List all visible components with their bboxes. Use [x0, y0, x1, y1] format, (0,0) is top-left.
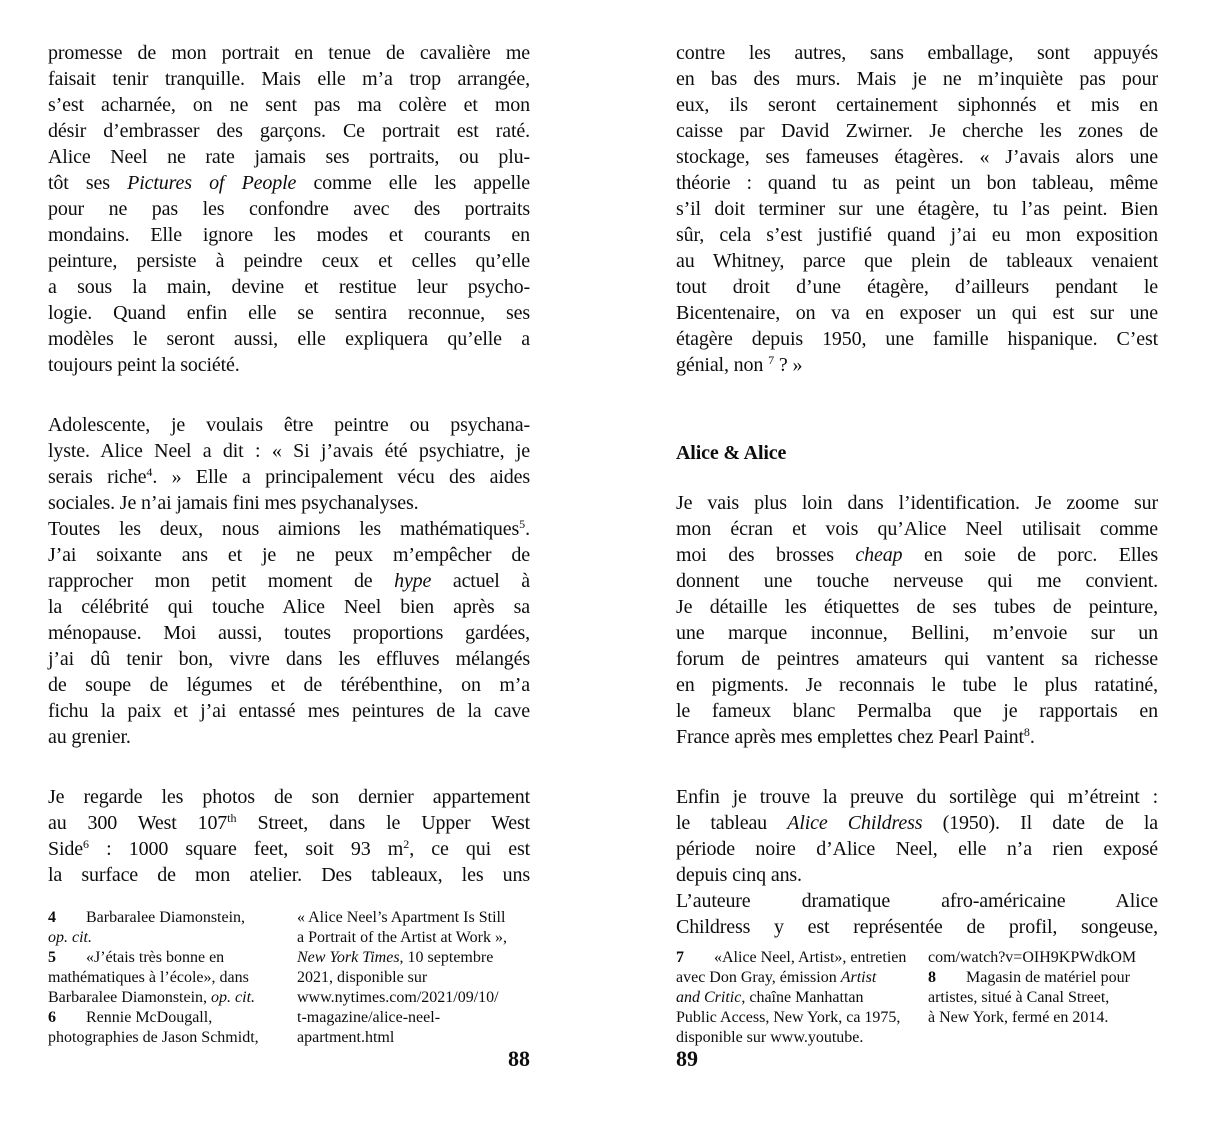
text-line [676, 326, 1158, 352]
text-segment: Pictures of People [127, 172, 297, 194]
text-segment: Adolescente, je voulais être peintre ou psychana- [48, 414, 530, 436]
text-segment: période noire d’Alice Neel, elle n’a rien exposé [676, 838, 1158, 860]
text-line [676, 352, 1158, 378]
text-segment: Toutes les deux, nous aimions les mathématiques [48, 518, 520, 540]
footnote-reference: 4 [146, 465, 153, 479]
text-segment: cheap [855, 544, 903, 566]
text-segment: toujours peint la société. [48, 354, 240, 376]
text-segment: Magasin de matériel pour [966, 969, 1130, 986]
text-segment: promesse de mon portrait en tenue de cavalière me [48, 42, 530, 64]
footnote-line [297, 928, 545, 948]
footnote-number: 5 [48, 949, 56, 966]
text-segment: logie. Quand enfin elle se sentira reconnue, ses [48, 302, 530, 324]
text-segment: en soie de porc. Elles [902, 544, 1158, 566]
paragraph [676, 490, 1158, 750]
text-line [676, 170, 1158, 196]
text-line [676, 222, 1158, 248]
text-segment: mathématiques à l’école», dans [48, 969, 249, 986]
text-line [48, 698, 530, 724]
text-segment: Artist [840, 969, 877, 986]
footnote-line [48, 928, 296, 948]
footnote-line [928, 988, 1176, 1008]
text-line [676, 724, 1158, 750]
text-segment: peinture, persiste à peindre ceux et celles qu’elle [48, 250, 530, 272]
text-segment: Street, dans le Upper West [236, 812, 530, 834]
text-segment: Public Access, New York, ca 1975, [676, 1009, 901, 1026]
text-segment: Side [48, 838, 83, 860]
text-line [48, 516, 530, 542]
text-line [48, 724, 530, 750]
text-line [48, 568, 530, 594]
footnote-line [928, 948, 1176, 968]
text-segment: au Whitney, parce que plein de tableaux venaient [676, 250, 1158, 272]
footnote-reference: 7 [768, 353, 775, 367]
text-segment: Barbaralee Diamonstein, [86, 909, 246, 926]
text-line [676, 66, 1158, 92]
text-segment: faisait tenir tranquille. Mais elle m’a trop arrangée, [48, 68, 530, 90]
footnote-line [48, 908, 296, 928]
text-line [48, 326, 530, 352]
text-line [48, 464, 530, 490]
text-segment: à New York, fermé en 2014. [928, 1009, 1109, 1026]
text-segment: fichu la paix et j’ai entassé mes peintures de la cave [48, 700, 530, 722]
text-segment: : 1000 square feet, soit 93 m [88, 838, 404, 860]
text-segment: contre les autres, sans emballage, sont appuyés [676, 42, 1158, 64]
text-line [676, 620, 1158, 646]
text-segment: au 300 West 107 [48, 812, 228, 834]
text-line [48, 784, 530, 810]
text-line [48, 594, 530, 620]
text-segment: modèles le seront aussi, elle expliquera qu’elle a [48, 328, 530, 350]
text-segment: , 10 septembre [399, 949, 494, 966]
footnotes-right-col1 [676, 948, 924, 1048]
text-segment: donnent une touche nerveuse qui me convient. [676, 570, 1158, 592]
text-segment: J’ai soixante ans et je ne peux m’empêcher de [48, 544, 530, 566]
text-line [676, 118, 1158, 144]
text-segment: le tableau [676, 812, 788, 834]
text-segment: 2021, disponible sur [297, 969, 428, 986]
section-heading [676, 440, 1158, 466]
text-segment: Enfin je trouve la preuve du sortilège qui m’étreint : [676, 786, 1158, 808]
text-line [676, 810, 1158, 836]
paragraph [48, 40, 530, 378]
footnote-line [676, 988, 924, 1008]
text-line [48, 810, 530, 836]
footnote-line [297, 908, 545, 928]
text-line [676, 248, 1158, 274]
text-line [676, 888, 1158, 914]
text-segment: (1950). Il date de la [922, 812, 1159, 834]
text-segment: comme elle les appelle [296, 172, 531, 194]
footnotes-left-col1 [48, 908, 296, 1048]
text-line [48, 620, 530, 646]
text-line [676, 836, 1158, 862]
text-segment: «J’étais très bonne en [86, 949, 225, 966]
text-segment: depuis cinq ans. [676, 864, 802, 886]
footnote-reference: 8 [1023, 725, 1030, 739]
page-left-text [48, 40, 530, 888]
footnote-reference: 5 [519, 517, 526, 531]
text-line [676, 92, 1158, 118]
text-segment: mondains. Elle ignore les modes et courants en [48, 224, 530, 246]
text-segment: serais riche [48, 466, 147, 488]
text-segment: disponible sur www.youtube. [676, 1029, 864, 1046]
text-segment: rapprocher mon petit moment de [48, 570, 395, 592]
text-segment: génial, non [676, 354, 769, 376]
text-segment: L’auteure dramatique afro-américaine Alice [676, 890, 1158, 912]
text-line [676, 568, 1158, 594]
text-line [48, 542, 530, 568]
footnote-line [297, 1008, 545, 1028]
footnote-line [297, 948, 545, 968]
text-segment: stockage, ses fameuses étagères. « J’avais alors une [676, 146, 1158, 168]
paragraph-gap [48, 750, 530, 784]
page-right-text [676, 40, 1158, 940]
text-segment: en pigments. Je reconnais le tube le plus ratatiné, [676, 674, 1158, 696]
footnote-line [48, 1028, 296, 1048]
text-segment: eux, ils seront certainement siphonnés et mis en [676, 94, 1158, 116]
text-segment: , ce qui est [409, 838, 530, 860]
text-line [48, 222, 530, 248]
paragraph-gap [676, 378, 1158, 440]
text-segment: Childress y est représentée de profil, songeuse, [676, 916, 1158, 938]
text-line [48, 248, 530, 274]
text-line [676, 440, 1158, 466]
text-segment: en bas des murs. Mais je ne m’inquiète pas pour [676, 68, 1158, 90]
text-line [676, 274, 1158, 300]
text-segment: ? » [774, 354, 803, 376]
text-segment: Je regarde les photos de son dernier appartement [48, 786, 530, 808]
text-segment: . [525, 518, 530, 540]
text-line [676, 40, 1158, 66]
paragraph-gap [48, 378, 530, 412]
footnote-line [48, 1008, 296, 1028]
footnotes-right-col2 [928, 948, 1176, 1028]
text-segment: apartment.html [297, 1029, 395, 1046]
paragraph [48, 784, 530, 888]
text-segment: moi des brosses [676, 544, 856, 566]
text-segment: pour ne pas les confondre avec des portraits [48, 198, 530, 220]
text-line [48, 92, 530, 118]
footnote-line [928, 1008, 1176, 1028]
footnote-line [48, 968, 296, 988]
footnote-line [48, 988, 296, 1008]
paragraph [676, 40, 1158, 378]
text-line [676, 196, 1158, 222]
footnote-line [48, 948, 296, 968]
text-line [676, 144, 1158, 170]
text-segment: France après mes emplettes chez Pearl Paint [676, 726, 1024, 748]
paragraph-gap [676, 466, 1158, 490]
footnotes-left-col2 [297, 908, 545, 1048]
footnote-reference: th [227, 811, 237, 825]
text-line [676, 300, 1158, 326]
footnote-line [676, 968, 924, 988]
text-line [48, 274, 530, 300]
footnote-number: 8 [928, 969, 936, 986]
text-segment: la célébrité qui touche Alice Neel bien après sa [48, 596, 530, 618]
text-line [48, 862, 530, 888]
text-segment: Alice Neel ne rate jamais ses portraits, ou plu- [48, 146, 530, 168]
footnote-line [928, 968, 1176, 988]
text-segment: and Critic [676, 989, 742, 1006]
footnote-line [676, 1028, 924, 1048]
text-segment: . [1029, 726, 1035, 748]
text-segment: s’est acharnée, on ne sent pas ma colère et mon [48, 94, 530, 116]
paragraph [676, 784, 1158, 940]
text-line [48, 118, 530, 144]
text-segment: mon écran et vois qu’Alice Neel utilisait comme [676, 518, 1158, 540]
text-line [48, 646, 530, 672]
text-segment: lyste. Alice Neel a dit : « Si j’avais été psychiatre, je [48, 440, 530, 462]
text-segment: de soupe de légumes et de térébenthine, on m’a [48, 674, 530, 696]
footnote-number: 7 [676, 949, 684, 966]
text-segment: ménopause. Moi aussi, toutes proportions gardées, [48, 622, 530, 644]
text-segment: sûr, cela s’est justifié quand j’ai eu mon exposition [676, 224, 1158, 246]
text-segment: tôt ses [48, 172, 128, 194]
text-line [48, 352, 530, 378]
footnote-line [297, 988, 545, 1008]
page-number-right: 89 [676, 1046, 698, 1071]
text-segment: «Alice Neel, Artist», entretien [714, 949, 907, 966]
footnote-line [297, 968, 545, 988]
text-segment: , chaîne Manhattan [741, 989, 864, 1006]
footnote-line [676, 948, 924, 968]
text-line [676, 784, 1158, 810]
footnote-number: 4 [48, 909, 56, 926]
text-segment: actuel à [431, 570, 530, 592]
text-segment: www.nytimes.com/2021/09/10/ [297, 989, 499, 1006]
footnote-line [297, 1028, 545, 1048]
text-segment: artistes, situé à Canal Street, [928, 989, 1110, 1006]
text-segment: le fameux blanc Permalba que je rapportais en [676, 700, 1158, 722]
text-line [48, 412, 530, 438]
text-line [676, 594, 1158, 620]
footnote-reference: 6 [82, 837, 89, 851]
text-segment: hype [394, 570, 432, 592]
text-segment: sociales. Je n’ai jamais fini mes psychanalyses. [48, 492, 419, 514]
text-segment: j’ai dû tenir bon, vivre dans les effluves mélangés [48, 648, 530, 670]
text-line [676, 698, 1158, 724]
text-line [48, 438, 530, 464]
text-segment: t-magazine/alice-neel- [297, 1009, 441, 1026]
text-segment: forum de peintres amateurs qui vantent sa richesse [676, 648, 1158, 670]
text-segment: Rennie McDougall, [86, 1009, 213, 1026]
text-line [48, 144, 530, 170]
text-segment: caisse par David Zwirner. Je cherche les zones de [676, 120, 1158, 142]
text-segment: Je détaille les étiquettes de ses tubes de peinture, [676, 596, 1158, 618]
page-number-left: 88 [508, 1046, 530, 1071]
text-segment: op. cit. [48, 929, 92, 946]
text-line [48, 66, 530, 92]
footnote-reference: 2 [403, 837, 410, 851]
text-line [48, 672, 530, 698]
text-segment: . » Elle a principalement vécu des aides [152, 466, 530, 488]
paragraph-gap [676, 750, 1158, 784]
text-segment: Je vais plus loin dans l’identification. Je zoome sur [676, 492, 1158, 514]
text-segment: une marque inconnue, Bellini, m’envoie sur un [676, 622, 1158, 644]
text-segment: Bicentenaire, on va en exposer un qui est sur une [676, 302, 1158, 324]
paragraph [48, 412, 530, 750]
text-line [48, 196, 530, 222]
text-segment: New York Times [297, 949, 400, 966]
text-line [676, 914, 1158, 940]
text-line [676, 862, 1158, 888]
text-segment: com/watch?v=OIH9KPWdkOM [928, 949, 1137, 966]
text-segment: étagère depuis 1950, une famille hispanique. C’est [676, 328, 1158, 350]
text-segment: a Portrait of the Artist at Work », [297, 929, 507, 946]
text-segment: Barbaralee Diamonstein, [48, 989, 212, 1006]
text-line [676, 516, 1158, 542]
text-segment: avec Don Gray, émission [676, 969, 841, 986]
text-segment: op. cit. [211, 989, 256, 1006]
text-line [48, 836, 530, 862]
text-line [48, 170, 530, 196]
footnote-number: 6 [48, 1009, 56, 1026]
text-segment: Alice Childress [787, 812, 923, 834]
text-line [676, 646, 1158, 672]
text-segment: « Alice Neel’s Apartment Is Still [297, 909, 506, 926]
text-line [676, 672, 1158, 698]
text-segment: s’il doit terminer sur une étagère, tu l’as peint. Bien [676, 198, 1158, 220]
text-segment: au grenier. [48, 726, 131, 748]
text-line [676, 542, 1158, 568]
text-segment: théorie : quand tu as peint un bon tableau, même [676, 172, 1158, 194]
text-line [676, 490, 1158, 516]
footnote-line [676, 1008, 924, 1028]
text-segment: tout droit d’une étagère, d’ailleurs pendant le [676, 276, 1158, 298]
text-segment: Alice & Alice [676, 442, 787, 464]
text-segment: a sous la main, devine et restitue leur psycho- [48, 276, 530, 298]
text-line [48, 490, 530, 516]
text-line [48, 300, 530, 326]
text-segment: désir d’embrasser des garçons. Ce portrait est raté. [48, 120, 530, 142]
text-segment: photographies de Jason Schmidt, [48, 1029, 259, 1046]
text-segment: la surface de mon atelier. Des tableaux, les uns [48, 864, 530, 886]
text-line [48, 40, 530, 66]
